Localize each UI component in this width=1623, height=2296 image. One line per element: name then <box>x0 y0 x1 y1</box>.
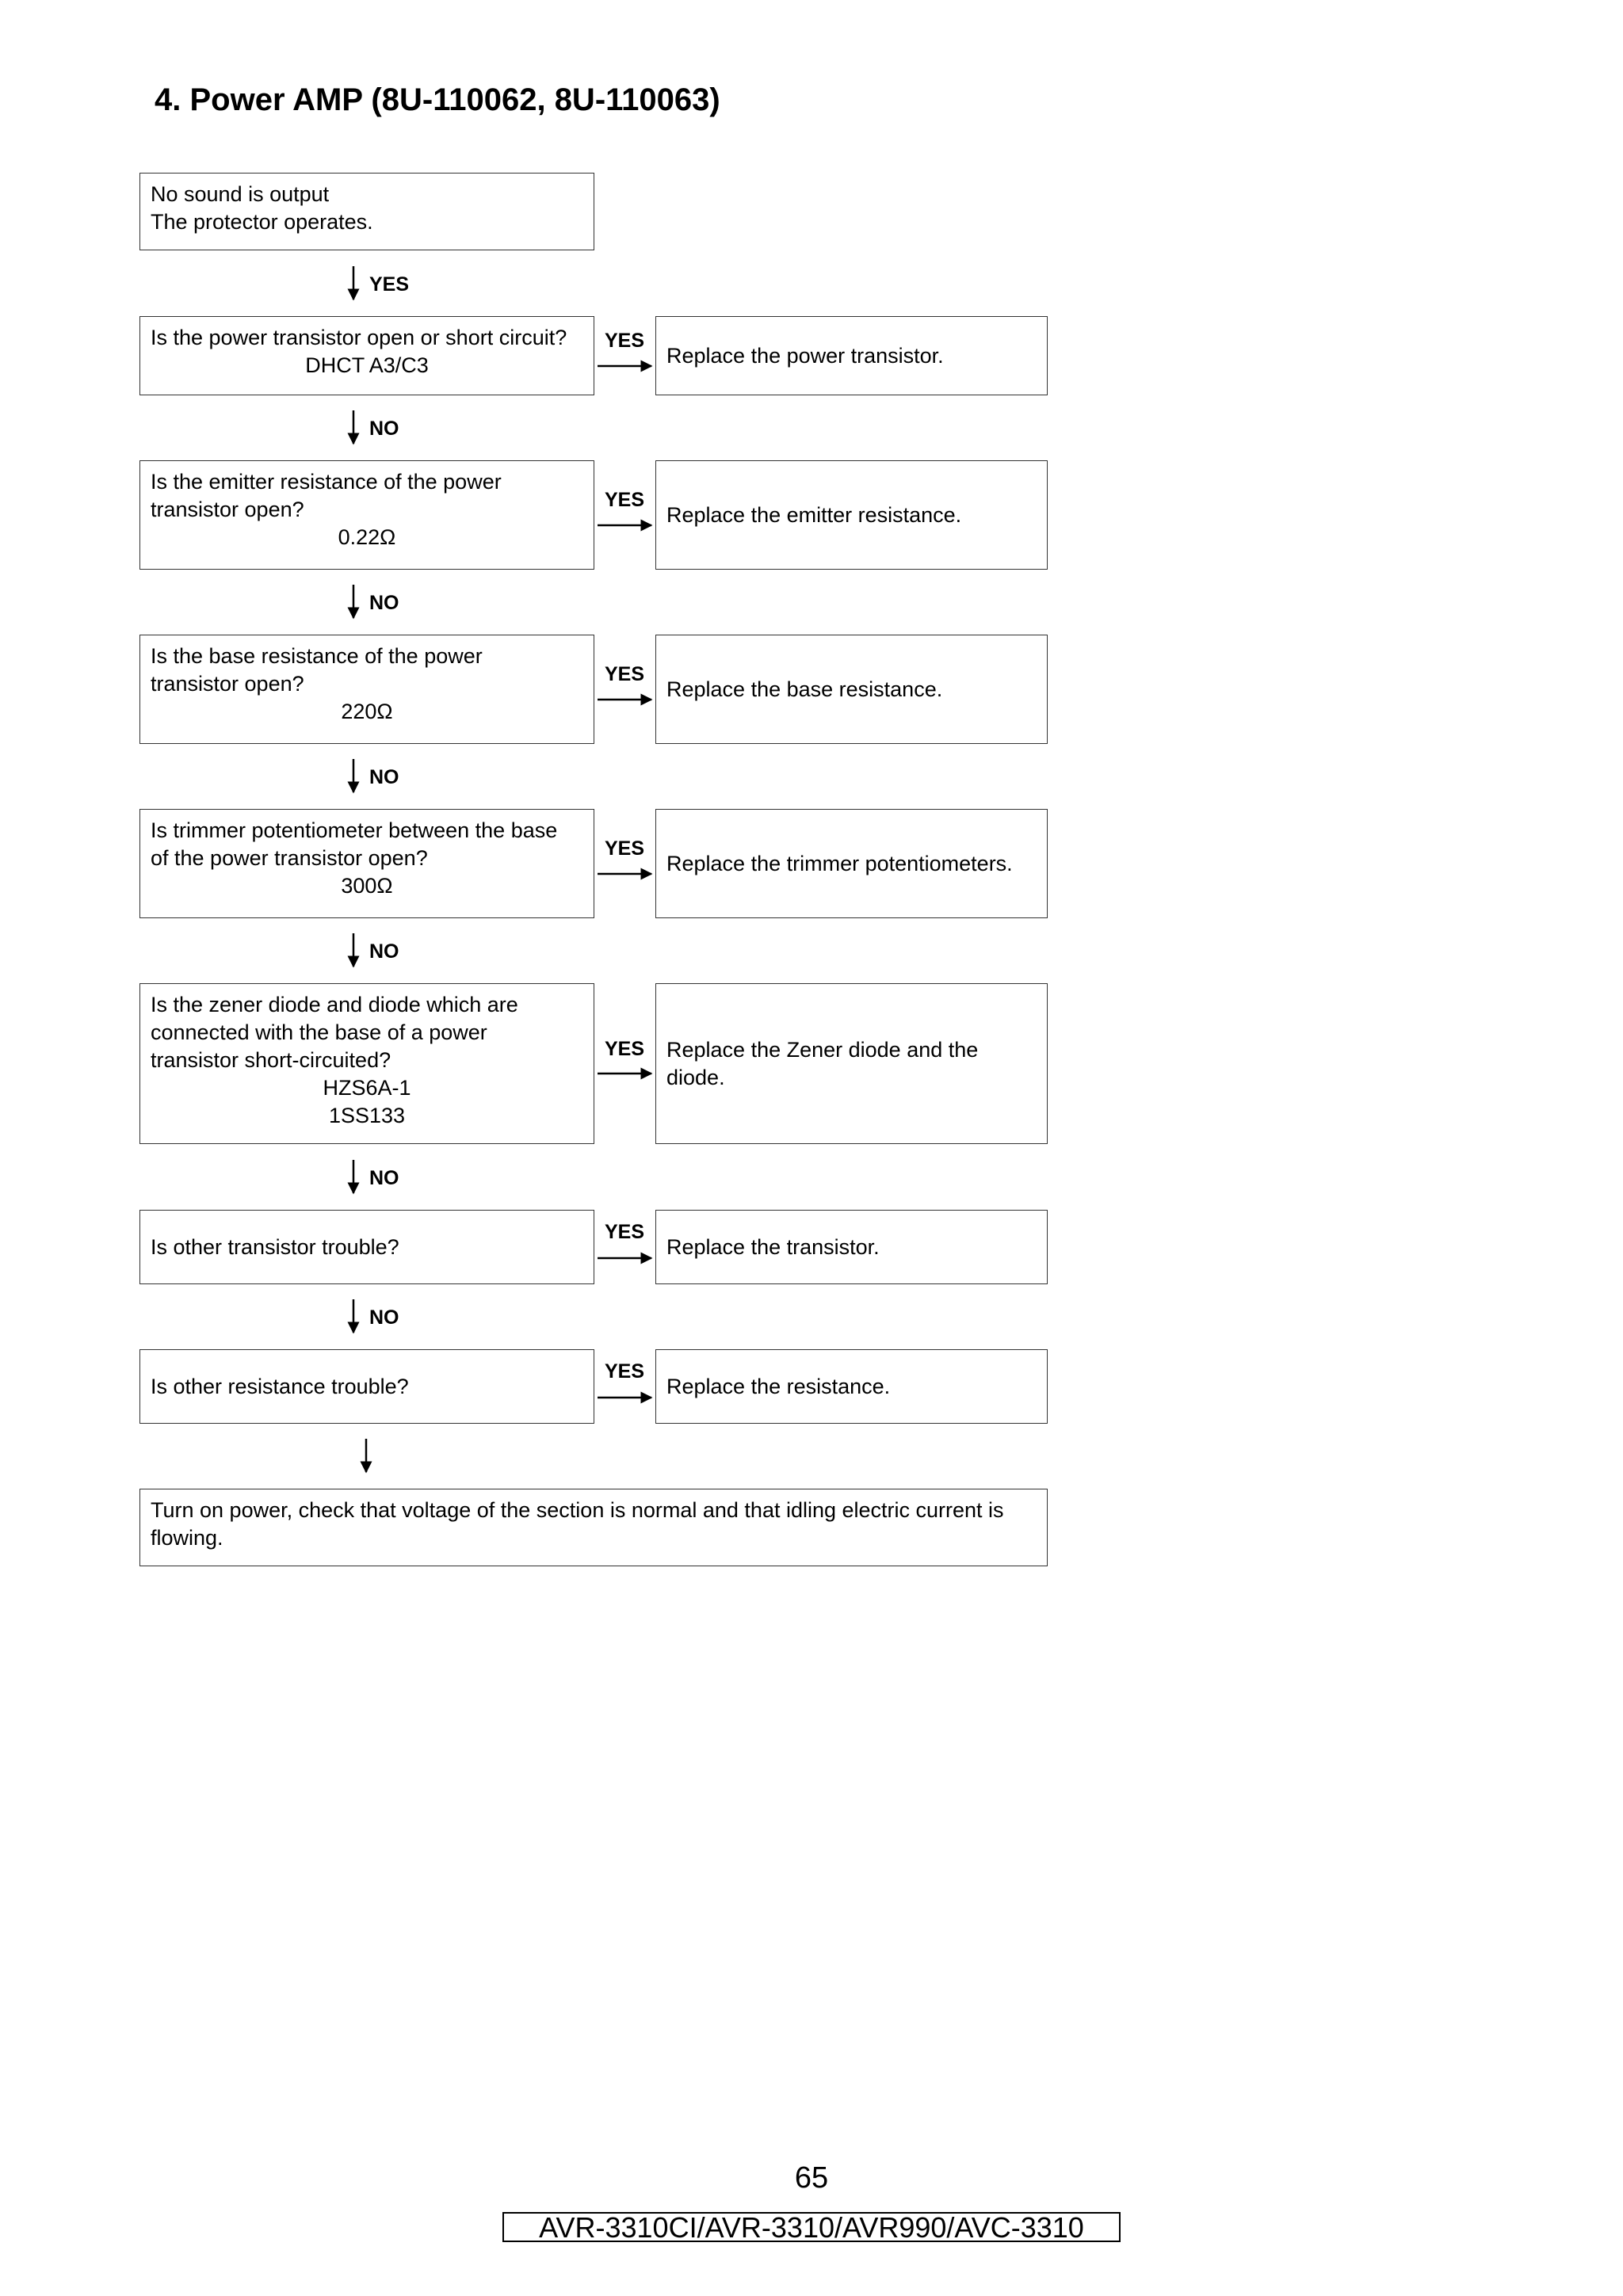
yes-label: YES <box>605 663 645 685</box>
check-value: 220Ω <box>341 700 393 723</box>
page-number: 65 <box>794 2161 829 2195</box>
no-label: NO <box>369 1167 399 1189</box>
check-box <box>139 316 594 395</box>
yes-label: YES <box>369 273 410 296</box>
action-text: Replace the resistance. <box>666 1374 891 1398</box>
action-box <box>655 460 1048 570</box>
action-box <box>655 1349 1048 1424</box>
no-label: NO <box>369 592 399 614</box>
check-box <box>139 1349 594 1424</box>
action-text: Replace the base resistance. <box>666 677 943 701</box>
action-box <box>655 983 1048 1144</box>
action-box <box>655 316 1048 395</box>
no-label: NO <box>369 1306 399 1329</box>
check-value: 1SS133 <box>328 1104 406 1127</box>
action-box <box>655 809 1048 918</box>
action-text: Replace the trimmer potentiometers. <box>666 851 1013 875</box>
check-question-line: Is the power transistor open or short circuit? <box>151 326 567 349</box>
check-box <box>139 983 594 1144</box>
check-question-line: transistor open? <box>151 498 304 521</box>
check-value: 300Ω <box>341 874 393 898</box>
start-line: The protector operates. <box>151 210 373 234</box>
check-box <box>139 1210 594 1284</box>
action-box <box>655 1210 1048 1284</box>
check-question-line: connected with the base of a power <box>151 1020 487 1044</box>
no-label: NO <box>369 766 399 788</box>
check-question-line: Is the zener diode and diode which are <box>151 993 518 1016</box>
check-question-line: transistor open? <box>151 672 304 696</box>
yes-label: YES <box>605 1360 645 1383</box>
model-footer: AVR-3310CI/AVR-3310/AVR990/AVC-3310 <box>502 2212 1121 2242</box>
check-question-line: Is other resistance trouble? <box>151 1374 409 1398</box>
action-text: Replace the Zener diode and the <box>666 1037 979 1062</box>
check-box <box>139 460 594 570</box>
no-label: NO <box>369 418 399 440</box>
check-box <box>139 809 594 918</box>
action-text: Replace the emitter resistance. <box>666 502 962 527</box>
start-line: No sound is output <box>151 182 330 206</box>
check-value: DHCT A3/C3 <box>305 353 429 377</box>
check-question-line: Is other transistor trouble? <box>151 1234 399 1259</box>
check-value: 0.22Ω <box>338 525 396 549</box>
check-question-line: transistor short-circuited? <box>151 1048 391 1072</box>
check-question-line: Is the emitter resistance of the power <box>151 470 502 494</box>
yes-label: YES <box>605 837 645 860</box>
yes-label: YES <box>605 1221 645 1243</box>
yes-label: YES <box>605 330 645 352</box>
start-box <box>139 173 594 250</box>
yes-label: YES <box>605 1038 645 1060</box>
action-box <box>655 635 1048 744</box>
yes-label: YES <box>605 489 645 511</box>
action-text: Replace the transistor. <box>666 1234 880 1259</box>
check-value: HZS6A-1 <box>323 1076 411 1100</box>
final-box <box>139 1489 1048 1566</box>
page-title: 4. Power AMP (8U-110062, 8U-110063) <box>155 82 720 117</box>
check-question-line: of the power transistor open? <box>151 846 428 870</box>
action-text: diode. <box>666 1065 725 1089</box>
final-line: Turn on power, check that voltage of the section is normal and that idling electric current is <box>151 1498 1004 1522</box>
no-label: NO <box>369 940 399 963</box>
final-line: flowing. <box>151 1526 223 1550</box>
check-question-line: Is trimmer potentiometer between the base <box>151 818 558 842</box>
action-text: Replace the power transistor. <box>666 343 944 368</box>
check-box <box>139 635 594 744</box>
check-question-line: Is the base resistance of the power <box>151 644 483 668</box>
